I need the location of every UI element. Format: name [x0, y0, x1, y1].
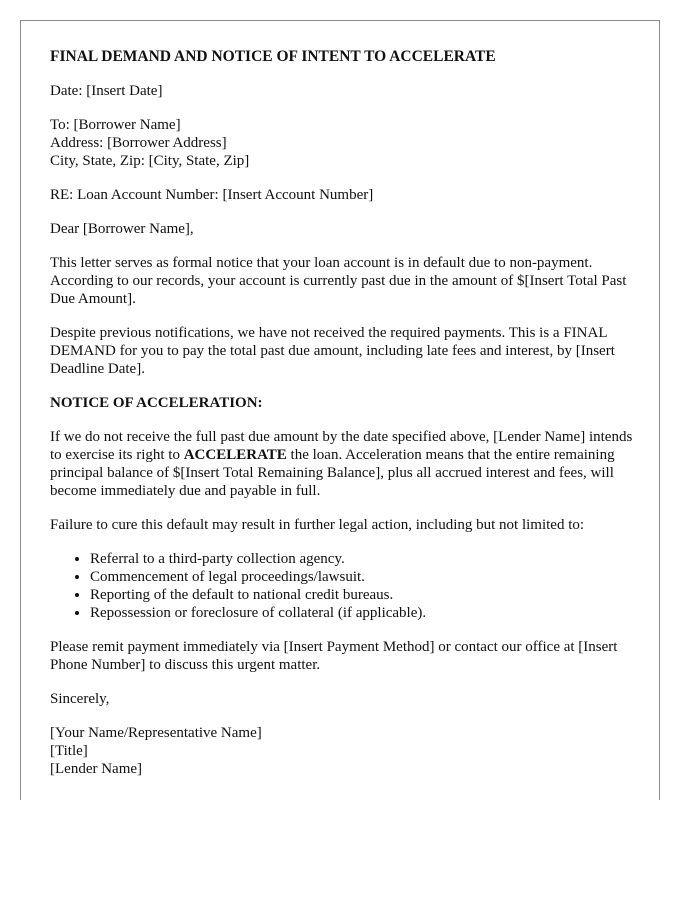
recipient-city: City, State, Zip: [City, State, Zip]: [50, 153, 250, 169]
consequence-list: [50, 550, 636, 622]
paragraph-legal-action: Failure to cure this default may result in further legal action, including but not limited to:: [50, 517, 585, 533]
recipient-block: [50, 116, 636, 170]
paragraph-remit-payment: Please remit payment immediately via [Insert Payment Method] or contact our office at [Insert Phone Number] to discuss this urgent matter.: [50, 639, 618, 673]
acceleration-text-after: the loan. Acceleration means that the entire remaining principal balance of $[Insert Total Remaining Balance], plus all accrued interest and fees, will become immediately due and payable in full.: [50, 447, 615, 499]
list-item: • Reporting of the default to national credit bureaus.: [90, 586, 636, 604]
paragraph-acceleration: [50, 428, 636, 500]
paragraph-final-demand: Despite previous notifications, we have not received the required payments. This is a FINAL DEMAND for you to pay the total past due amount, including late fees and interest, by [Insert Deadline Date].: [50, 325, 615, 377]
re-line: RE: Loan Account Number: [Insert Account Number]: [50, 187, 374, 203]
closing: Sincerely,: [50, 691, 110, 707]
paragraph-default-notice: This letter serves as formal notice that your loan account is in default due to non-payment. According to our records, your account is currently past due in the amount of $[Insert Total Past Due Amount].: [50, 255, 627, 307]
signature-title: [Title]: [50, 743, 88, 759]
signature-name: [Your Name/Representative Name]: [50, 725, 262, 741]
date-line: Date: [Insert Date]: [50, 83, 163, 99]
letter-title: FINAL DEMAND AND NOTICE OF INTENT TO ACCELERATE: [50, 48, 496, 65]
recipient-to: To: [Borrower Name]: [50, 117, 181, 133]
accelerate-emphasis: ACCELERATE: [183, 447, 287, 463]
list-item: • Repossession or foreclosure of collateral (if applicable).: [90, 604, 636, 622]
acceleration-text-before: If we do not receive the full past due amount by the date specified above, [Lender Name] intends to exercise its right to: [50, 429, 633, 463]
signature-lender: [Lender Name]: [50, 761, 143, 777]
recipient-address: Address: [Borrower Address]: [50, 135, 227, 151]
list-item: • Commencement of legal proceedings/lawsuit.: [90, 568, 636, 586]
salutation: Dear [Borrower Name],: [50, 221, 194, 237]
list-item: • Referral to a third-party collection agency.: [90, 550, 636, 568]
letter-page: [20, 20, 660, 800]
signature-block: [50, 724, 636, 778]
letter-body: [50, 48, 636, 794]
acceleration-heading: NOTICE OF ACCELERATION:: [50, 395, 263, 411]
